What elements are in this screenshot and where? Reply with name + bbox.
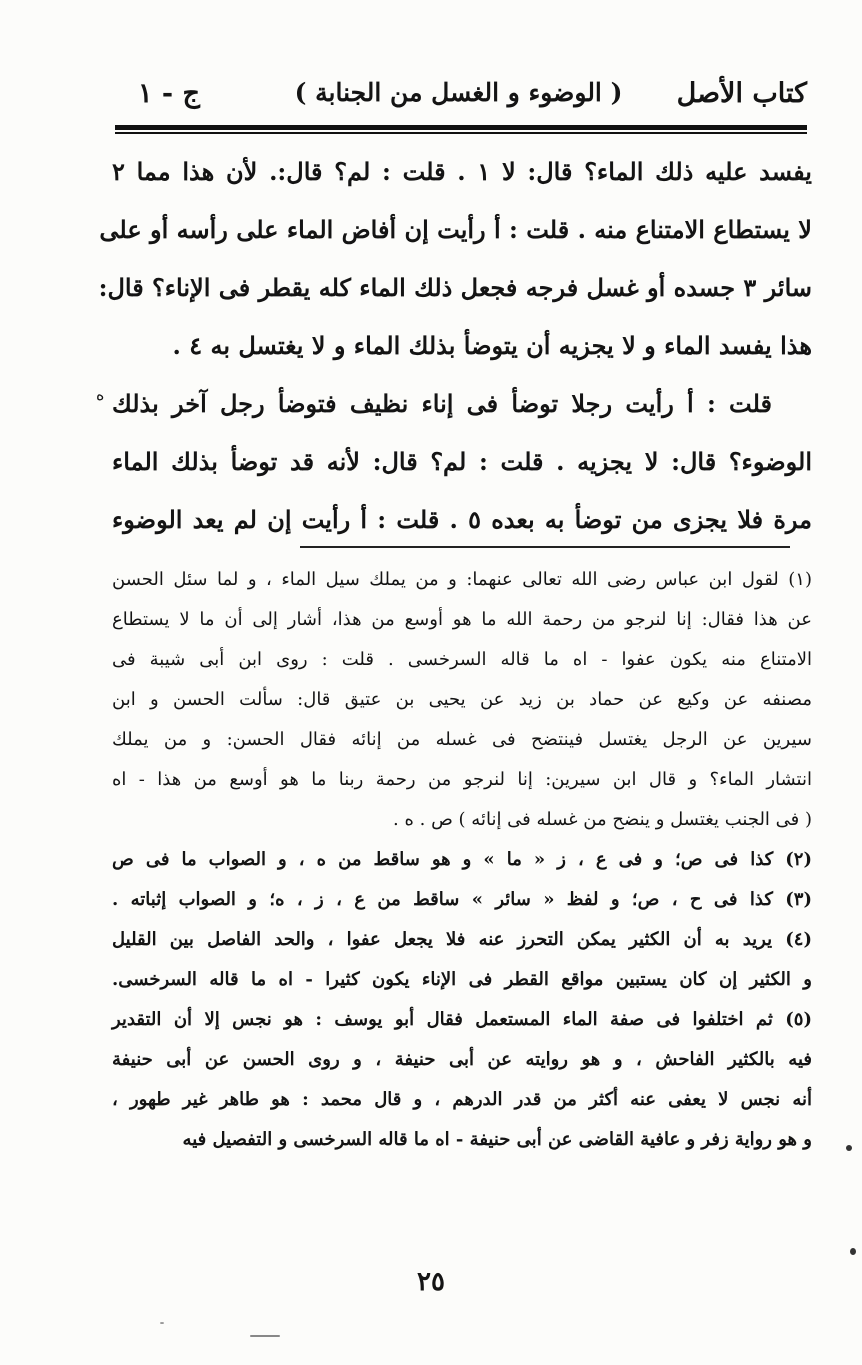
scan-speck — [250, 1335, 280, 1337]
paragraph-marker: ه — [96, 385, 105, 404]
footnote-line: (١) لقول ابن عباس رضى الله تعالى عنهما: و من يملك سيل الماء ، و لما سئل الحسن — [112, 569, 812, 590]
footnote-line: الامتناع منه يكون عفوا - اه ما قاله السرخسى . قلت : روى ابن أبى شيبة فى — [112, 649, 812, 670]
footnote-line: و الكثير إن كان يستبين مواقع القطر فى الإناء يكون كثيرا - اه ما قاله السرخسى. — [112, 969, 812, 990]
scan-speck — [160, 1322, 164, 1324]
footnote-line: مصنفه عن وكيع عن حماد بن زيد عن يحيى بن عتيق قال: سألت الحسن و ابن — [112, 689, 812, 710]
volume-number: ج - ١ — [138, 78, 200, 109]
text-line: الوضوء؟ قال: لا يجزيه . قلت : لم؟ قال: لأنه قد توضأ بذلك الماء — [112, 447, 812, 476]
footnote-line: (٣) كذا فى ح ، ص؛ و لفظ « سائر » ساقط من ع ، ز ، ه؛ و الصواب إثباته . — [112, 889, 812, 910]
footnotes — [112, 560, 812, 1160]
text-line: يفسد عليه ذلك الماء؟ قال: لا ١ . قلت : لم؟ قال:. لأن هذا مما ٢ — [112, 157, 812, 186]
running-header — [110, 72, 807, 122]
footnote-separator — [300, 546, 790, 548]
header-rule-thin — [115, 132, 807, 134]
footnote-line: و هو رواية زفر و عافية القاضى عن أبى حنيفة - اه ما قاله السرخسى و التفصيل فيه — [182, 1129, 812, 1150]
text-line: سائر ٣ جسده أو غسل فرجه فجعل ذلك الماء كله يقطر فى الإناء؟ قال: — [98, 273, 812, 302]
footnote-line: ( فى الجنب يغتسل و ينضح من غسله فى إنائه ) ص . ه . — [393, 809, 812, 830]
scan-speck — [846, 1145, 852, 1151]
footnote-line: عن هذا فقال: إنا لنرجو من رحمة الله ما هو أوسع من هذا، أشار إلى أن ما لا يستطاع — [112, 609, 812, 630]
book-title: كتاب الأصل — [676, 78, 807, 109]
footnote-line: فيه بالكثير الفاحش ، و هو روايته عن أبى حنيفة ، و روى الحسن عن أبى حنيفة — [112, 1049, 812, 1070]
footnote-line: أنه نجس لا يعفى عنه أكثر من قدر الدرهم ، و قال محمد : هو طاهر غير طهور ، — [112, 1089, 812, 1110]
text-line: لا يستطاع الامتناع منه . قلت : أ رأيت إن أفاض الماء على رأسه أو على — [99, 215, 812, 244]
page-number: ٢٥ — [417, 1267, 445, 1297]
footnote-line: انتشار الماء؟ و قال ابن سيرين: إنا لنرجو من رحمة ربنا ما هو أوسع من هذا - اه — [112, 769, 812, 790]
text-line: مرة فلا يجزى من توضأ به بعده ٥ . قلت : أ رأيت إن لم يعد الوضوء — [112, 505, 812, 534]
text-line: هذا يفسد الماء و لا يجزيه أن يتوضأ بذلك الماء و لا يغتسل به ٤ . — [172, 331, 812, 360]
footnote-line: (٢) كذا فى ص؛ و فى ع ، ز « ما » و هو ساقط من ه ، و الصواب ما فى ص — [112, 849, 812, 870]
scan-speck — [850, 1248, 856, 1255]
text-line: قلت : أ رأيت رجلا توضأ فى إناء نظيف فتوضأ رجل آخر بذلك — [112, 389, 772, 418]
footnote-line: سيرين عن الرجل يغتسل فينتضح فى غسله من إنائه فقال الحسن: و من يملك — [112, 729, 812, 750]
footnote-line: (٥) ثم اختلفوا فى صفة الماء المستعمل فقال أبو يوسف : هو نجس إلا أن التقدير — [112, 1009, 812, 1030]
footnote-line: (٤) يريد به أن الكثير يمكن التحرز عنه فلا يجعل عفوا ، والحد الفاصل بين القليل — [112, 929, 812, 950]
chapter-title: ( الوضوء و الغسل من الجنابة ) — [294, 78, 623, 107]
main-text — [98, 143, 812, 549]
header-rule — [115, 125, 807, 130]
